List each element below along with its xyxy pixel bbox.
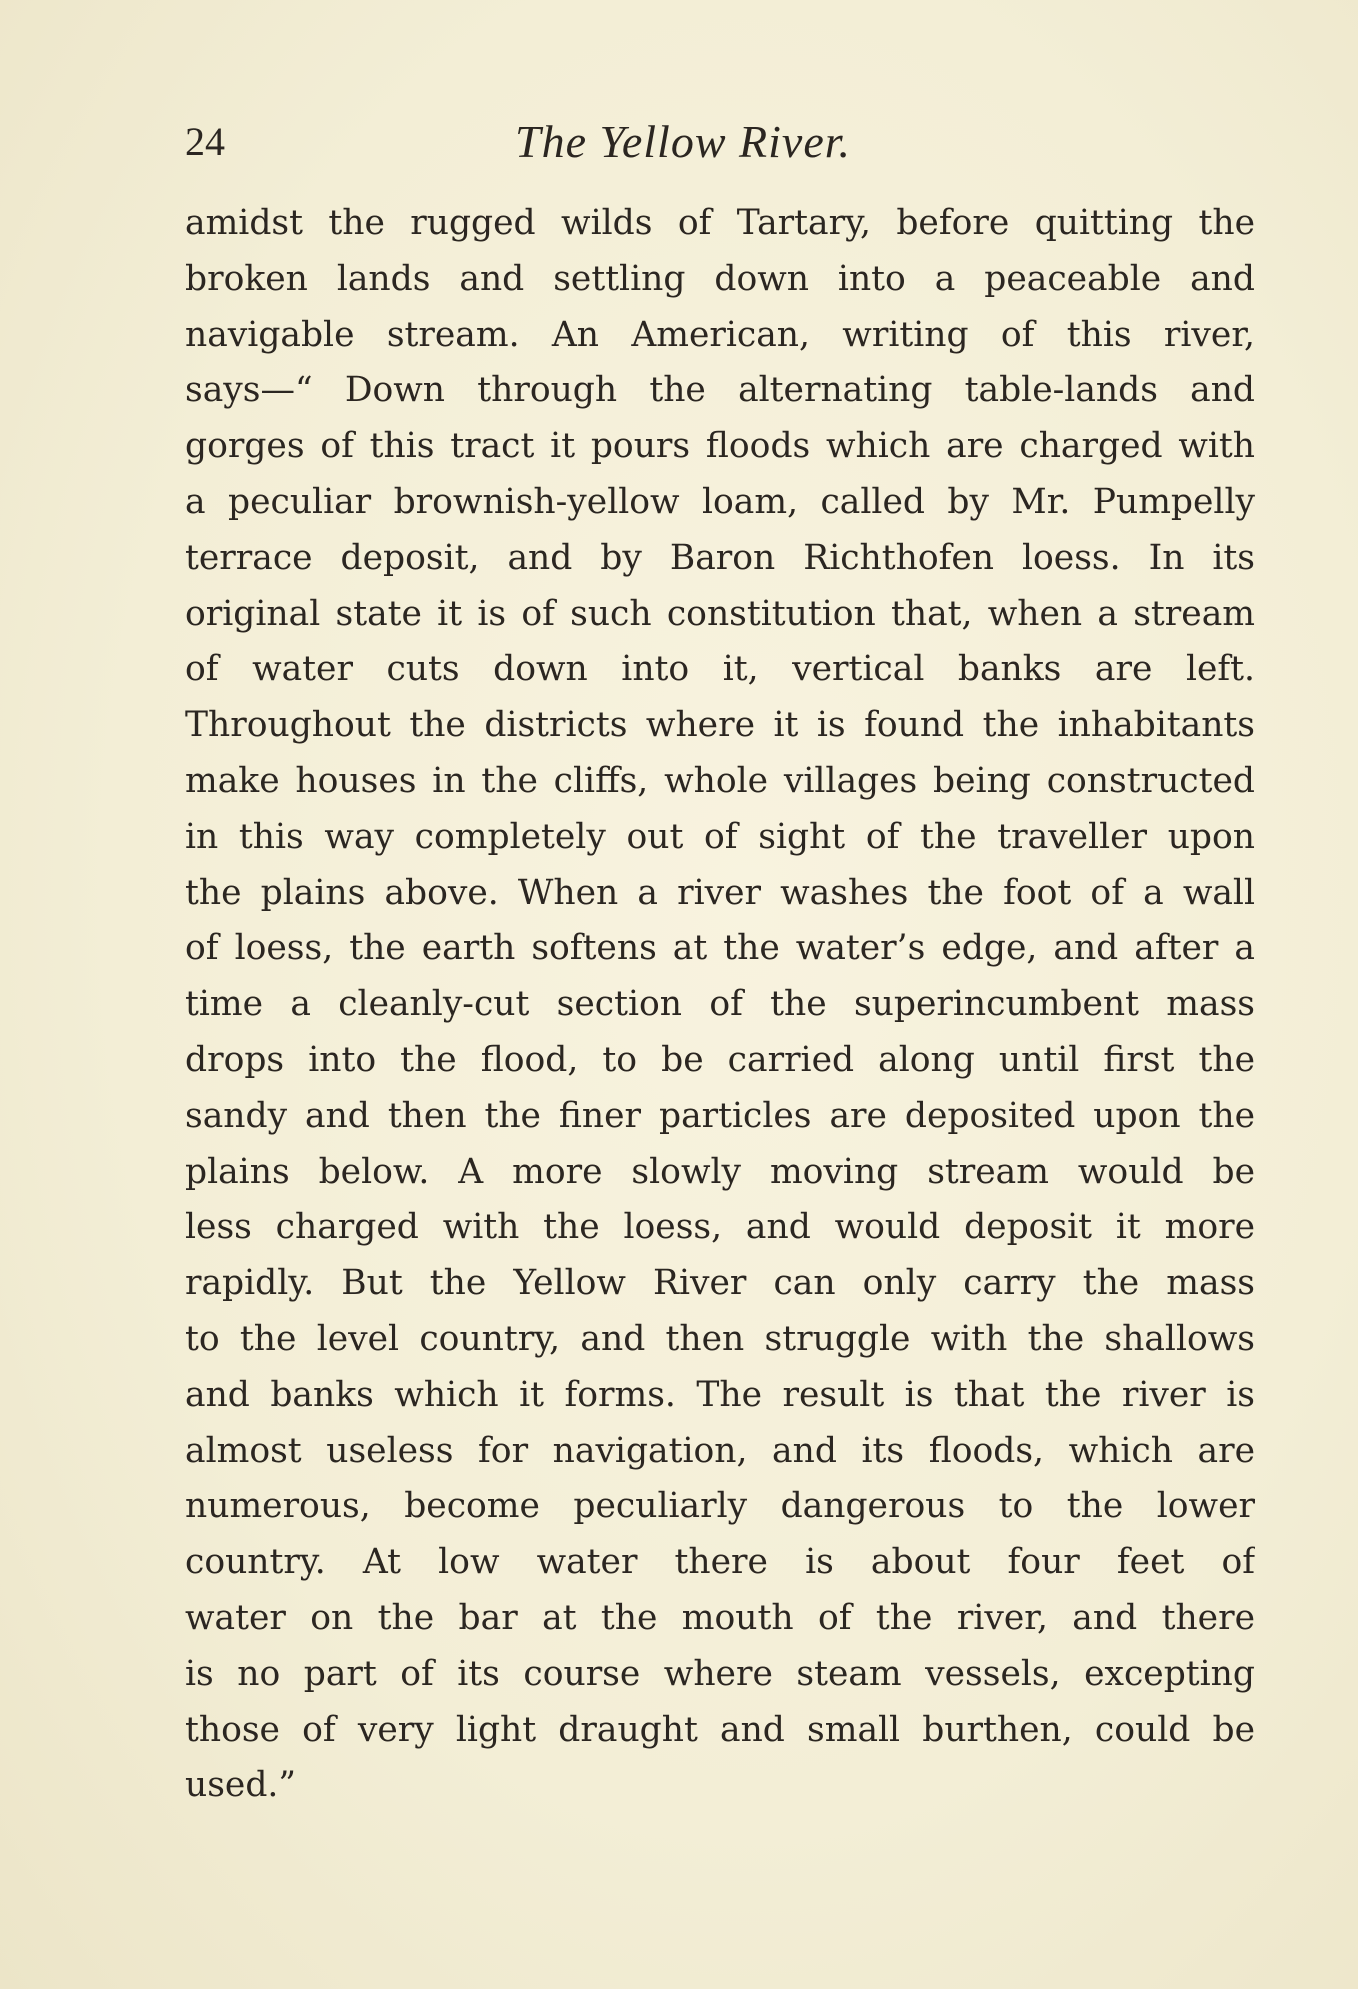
text-line: rapidly. But the Yellow River can only carry the mass	[185, 1263, 1255, 1304]
text-line: less charged with the loess, and would deposit it more	[185, 1207, 1255, 1248]
text-line: those of very light draught and small burthen, could be	[185, 1709, 1255, 1750]
text-line: time a cleanly-cut section of the superincumbent mass	[185, 984, 1255, 1025]
text-line: says—“ Down through the alternating table-lands and	[185, 370, 1255, 411]
text-line: gorges of this tract it pours floods which are charged with	[185, 426, 1255, 467]
text-line: and banks which it forms. The result is that the river is	[185, 1374, 1255, 1415]
text-line: used.”	[185, 1765, 297, 1806]
text-line: broken lands and settling down into a peaceable and	[185, 258, 1255, 299]
text-line: in this way completely out of sight of the traveller upon	[185, 816, 1255, 857]
text-line: terrace deposit, and by Baron Richthofen loess. In its	[185, 537, 1255, 578]
text-line: Throughout the districts where it is found the inhabitants	[185, 705, 1255, 746]
text-line: country. At low water there is about four feet of	[185, 1542, 1255, 1583]
page-number: 24	[185, 119, 225, 164]
text-line: the plains above. When a river washes the foot of a wall	[185, 872, 1255, 913]
text-line: water on the bar at the mouth of the river, and there	[185, 1597, 1255, 1638]
text-line: original state it is of such constitution that, when a stream	[185, 593, 1255, 634]
text-line: to the level country, and then struggle with the shallows	[185, 1318, 1255, 1359]
running-title: The Yellow River.	[515, 116, 852, 167]
text-line: sandy and then the finer particles are deposited upon the	[185, 1095, 1255, 1136]
text-line: is no part of its course where steam vessels, excepting	[185, 1653, 1255, 1694]
text-line: make houses in the cliffs, whole villages being constructed	[185, 760, 1255, 801]
text-line: navigable stream. An American, writing of this river,	[185, 314, 1255, 355]
text-line: of loess, the earth softens at the water’s edge, and after a	[185, 928, 1255, 969]
text-line: of water cuts down into it, vertical banks are left.	[185, 649, 1255, 690]
text-line: a peculiar brownish-yellow loam, called by Mr. Pumpelly	[185, 481, 1255, 522]
text-line: almost useless for navigation, and its floods, which are	[185, 1430, 1255, 1471]
text-line: numerous, become peculiarly dangerous to the lower	[185, 1486, 1255, 1527]
page-header	[185, 112, 1255, 172]
text-line: amidst the rugged wilds of Tartary, before quitting the	[185, 203, 1255, 243]
text-line: plains below. A more slowly moving stream would be	[185, 1151, 1255, 1192]
text-line: drops into the flood, to be carried along until first the	[185, 1039, 1255, 1080]
body-text	[185, 196, 1255, 1814]
